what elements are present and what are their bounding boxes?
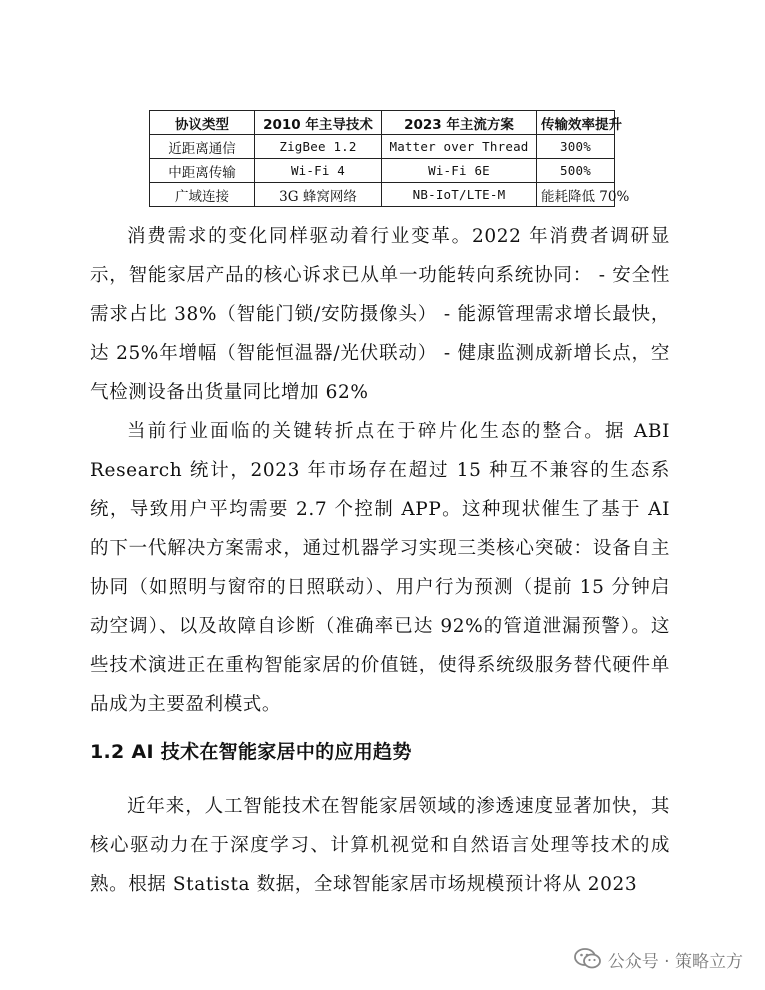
table-cell: 广域连接 (150, 183, 255, 207)
table-cell: 3G 蜂窝网络 (255, 183, 382, 207)
table-cell: 近距离通信 (150, 135, 255, 159)
table-row (150, 183, 615, 207)
table-header-cell: 传输效率提升 (537, 111, 615, 135)
section-heading: 1.2 AI 技术在智能家居中的应用趋势 (90, 741, 412, 763)
table-cell: NB-IoT/LTE-M (382, 183, 537, 207)
table-row (150, 135, 615, 159)
watermark (574, 944, 743, 974)
wechat-icon (574, 947, 602, 971)
paragraph-consumer-demand: 消费需求的变化同样驱动着行业变革。2022 年消费者调研显示，智能家居产品的核心诉求已从单一功能转向系统协同： - 安全性需求占比 38%（智能门锁/安防摄像头） - 能源管理需求增长最快，达 25%年增幅（智能恒温器/光伏联动） - 健康监测成新增长点，空气检测设备出货量同比增加 62% (90, 226, 670, 403)
paragraph-ai-trends: 近年来，人工智能技术在智能家居领域的渗透速度显著加快，其核心驱动力在于深度学习、计算机视觉和自然语言处理等技术的成熟。根据 Statista 数据，全球智能家居市场规模预计将从 2023 (90, 796, 670, 895)
table-cell: 500% (537, 159, 615, 183)
table-row (150, 159, 615, 183)
table-cell: 300% (537, 135, 615, 159)
table-cell: ZigBee 1.2 (255, 135, 382, 159)
table-header-cell: 2010 年主导技术 (255, 111, 382, 135)
table-header-cell: 2023 年主流方案 (382, 111, 537, 135)
protocol-table (149, 110, 630, 207)
table-cell: Matter over Thread (382, 135, 537, 159)
table-cell: Wi-Fi 4 (255, 159, 382, 183)
table-header-cell: 协议类型 (150, 111, 255, 135)
table-header-row (150, 111, 615, 135)
paragraph-ecosystem-integration: 当前行业面临的关键转折点在于碎片化生态的整合。据 ABI Research 统计，2023 年市场存在超过 15 种互不兼容的生态系统，导致用户平均需要 2.7 个控制 APP。这种现状催生了基于 AI 的下一代解决方案需求，通过机器学习实现三类核心突破：设备自主协同（如照明与窗帘的日照联动）、用户行为预测（提前 15 分钟启动空调）、以及故障自诊断（准确率已达 92%的管道泄漏预警）。这些技术演进正在重构智能家居的价值链，使得系统级服务替代硬件单品成为主要盈利模式。 (90, 421, 670, 715)
watermark-text: 公众号 · 策略立方 (607, 951, 743, 972)
table-cell: Wi-Fi 6E (382, 159, 537, 183)
table-cell: 中距离传输 (150, 159, 255, 183)
table-cell: 能耗降低 70% (537, 183, 615, 207)
